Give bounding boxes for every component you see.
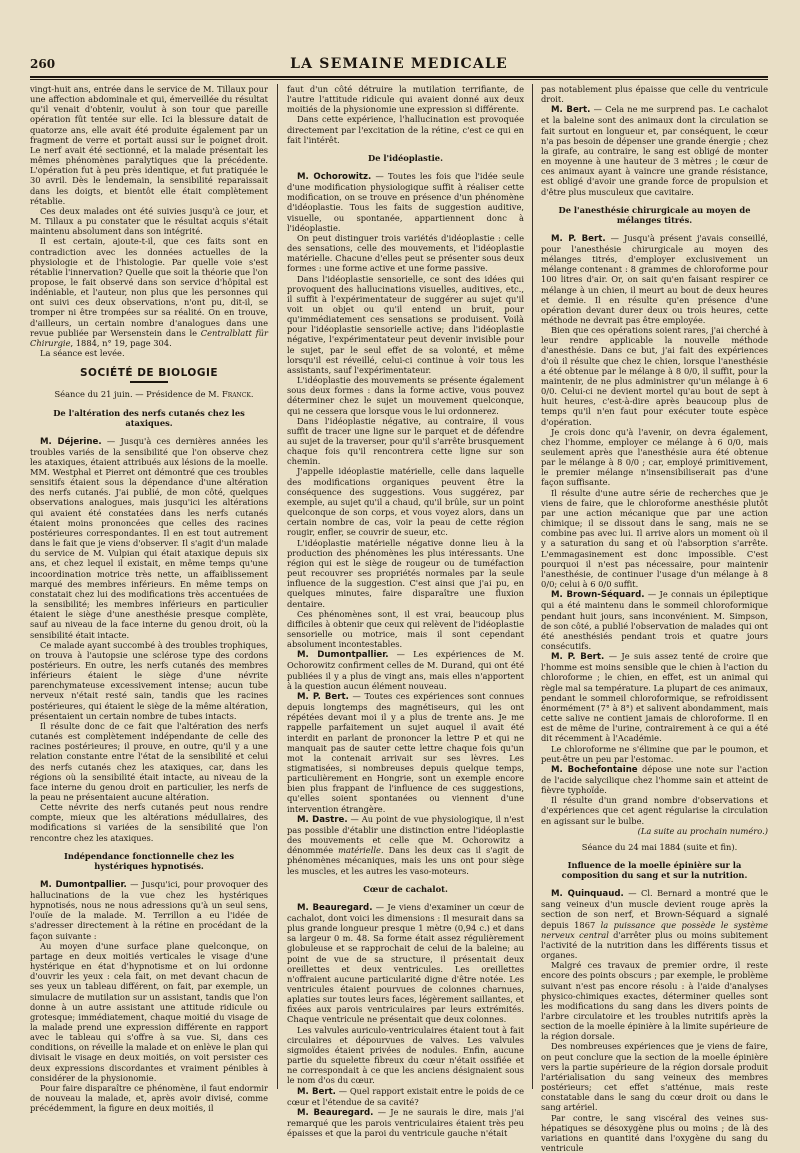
paragraph: M. Beauregard. — Je ne saurais le dire, mais j'ai remarqué que les parois ventriculaires étaient très peu épaisses et que la paroi du ventricule gauche n'était	[287, 1106, 524, 1139]
session-line: Séance du 24 mai 1884 (suite et fin).	[581, 841, 738, 852]
speaker-name: M. Brown-Séquard.	[551, 590, 645, 601]
paragraph: Il est certain, ajoute-t-il, que ces faits sont en contradiction avec les données actuelles de la physiologie et de l'histologie. Par quelle voie s'est rétablie l'innervation? Quelle que soit la théorie que l'on propose, le fait observé dans son service d'hôpital est indéniable, et l'auteur, non plus que les personnes qui ont suivi ces deux observations, n'ont pu, dit-il, se tromper ni être trompées sur sa réalité. On en trouve, d'ailleurs, un certain nombre d'analogues dans une revue publiée par Wersenstein dans le Centralblatt für Chirurgie, 1884, n° 19, page 304.	[30, 236, 268, 348]
paragraph: M. Brown-Séquard. — Je connais un épileptique qui a été maintenu dans le sommeil chloroformique pendant huit jours, sans inconvénient. M. Simpson, de son côté, a publié l'observation de malades qui ont été anesthésiés pendant trois et quatre jours consécutifs.	[541, 589, 768, 651]
speaker-name: M. P. Bert.	[551, 233, 606, 244]
paragraph: Le chloroforme ne s'élimine que par le poumon, et peut-être un peu par l'estomac.	[541, 743, 768, 764]
speaker-name: M. Dumontpallier.	[297, 650, 389, 661]
society-rule	[130, 381, 168, 383]
speaker-name: M. Bochefontaine	[551, 764, 638, 775]
paragraph: Ce malade ayant succombé à des troubles trophiques, on trouva à l'autopsie une sclérose type des cordons postérieurs. En outre, les nerfs cutanés des membres inférieurs étaient le siège d'une névrite parenchymateuse excessivement intense; aucun tube nerveux n'était resté sain, tandis que les racines postérieures, qui étaient le siège de la même altération, présentaient un certain nombre de tubes intacts.	[30, 639, 268, 721]
paragraph: M. P. Bert. — Jusqu'à présent j'avais conseillé, pour l'anesthésie chirurgicale au moyen des mélanges titrés, d'employer exclusivement un mélange contenant : 8 grammes de chloroforme pour 100 litres d'air. Or, on sait qu'en faisant respirer ce mélange à un chien, il meurt au bout de deux heures et demie. Il en résulte qu'en présence d'une opération devant durer deux ou trois heures, cette méthode ne devrait pas être employée.	[541, 232, 768, 325]
continuation-note: (La suite au prochain numéro.)	[637, 825, 768, 836]
section-heading: De l'anesthésie chirurgicale au moyen de mélanges titrés.	[558, 204, 751, 225]
speaker-name: M. Beauregard.	[297, 902, 373, 913]
paragraph: M. Bert. — Cela ne me surprend pas. Le cachalot et la baleine sont des animaux dont la circulation se fait surtout en longueur et, par conséquent, le cœur n'a pas besoin de dépenser une grande énergie ; chez la girafe, au contraire, le sang est obligé de monter en moyenne à une hauteur de 3 mètres ; le cœur de ces animaux ayant à vaincre une grande résistance, est obligé d'avoir une grande force de propulsion et d'être plus musculeux que cavitaire.	[541, 104, 768, 197]
society-title: SOCIÉTÉ DE BIOLOGIE	[79, 367, 219, 380]
paragraph: J'appelle idéoplastie matérielle, celle dans laquelle des modifications organiques peuvent être la conséquence des suggestions. Vous suggérez, par exemple, au sujet qu'il a chaud, qu'il brûle, sur un point quelconque de son corps, et vous voyez alors, dans un certain nombre de cas, voir la peau de cette région rougir, enfler, se couvrir de sueur, etc.	[287, 466, 524, 538]
paragraph: M. Déjerine. — Jusqu'à ces dernières années les troubles variés de la sensibilité que l'on observe chez les ataxiques, étaient attribués aux lésions de la moelle. MM. Westphal et Pierret ont démontré que ces troubles sensitifs étaient sous la dépendance d'une altération des nerfs cutanés. J'ai publié, de mon côté, quelques observations analogues, mais jusqu'ici les altérations qui avaient été constatées dans les nerfs cutanés étaient moins prononcées que celles des racines postérieures correspondantes. Il en est tout autrement dans le fait que je viens d'observer. Il s'agit d'un malade du service de M. Vulpian qui était ataxique depuis six ans, et chez lequel il existait, en même temps qu'une incoordination motrice très nette, un affaiblissement marqué des membres inférieurs. En même temps on constatait chez lui des modifications très accentuées de la sensibilité; les membres inférieurs en particulier étaient le siège d'une anesthésie presque complète, sauf au niveau de la face interne du genou droit, où la sensibilité était intacte.	[30, 435, 268, 640]
section-heading: De l'idéoplastie.	[368, 152, 443, 163]
paragraph: Des nombreuses expériences que je viens de faire, on peut conclure que la section de la moelle épinière vers la partie supérieure de la région dorsale produit l'artérialisation du sang veineux des membres postérieurs; cet effet s'atténue, mais reste constatable dans le sang du cœur droit ou dans le sang artériel.	[541, 1041, 768, 1113]
paragraph: M. Dastre. — Au point de vue physiologique, il n'est pas possible d'établir une distinction entre l'idéoplastie des mouvements et celle que M. Ochorowitz a dénommée matérielle. Dans les deux cas il s'agit de phénomènes mécaniques, mais les uns ont pour siège les muscles, et les autres les vaso-moteurs.	[287, 813, 524, 876]
paragraph: Dans l'idéoplastie sensorielle, ce sont des idées qui provoquent des hallucinations visuelles, auditives, etc., il suffit à l'expérimentateur de suggérer au sujet qu'il voit un objet ou qu'il entend un bruit, pour qu'immédiatement ces sensations se produisent. Voilà pour l'idéoplastie sensorielle active; dans l'idéoplastie négative, l'expérimentateur peut devenir invisible pour le sujet, par le seul effet de sa volonté, et même lorsqu'il est réveillé, celui-ci continue à voir tous les assistants, sauf l'expérimentateur.	[287, 273, 524, 375]
paragraph: Au moyen d'une surface plane quelconque, on partage en deux moitiés verticales le visage d'une hystérique en état d'hypnotisme et on lui ordonne d'ouvrir les yeux : cela fait, on met devant chacun de ses yeux un tableau différent, on fait, par exemple, un simulacre de mutilation sur un assistant, tandis que l'on donne à un autre assistant une attitude ridicule ou grotesque; immédiatement, chaque moitié du visage de la malade prend une expression différente en rapport avec le tableau qui s'offre à sa vue. Si, dans ces conditions, on réveille la malade et on enlève le plan qui divisait le visage en deux moitiés, on voit persister ces deux expressions discordantes et vraiment pénibles à considérer de la physionomie.	[30, 940, 268, 1083]
paragraph: Je crois donc qu'à l'avenir, on devra également, chez l'homme, employer ce mélange à 6 0/0, mais seulement après que l'anesthésie aura été obtenue par le mélange à 8 0/0 ; car, employé primitivement, le premier mélange n'insensibiliserait pas d'une façon suffisante.	[541, 426, 768, 488]
column-divider	[277, 84, 278, 1089]
paragraph: Par contre, le sang viscéral des veines sus-hépatiques se désoxygène plus ou moins ; de là des variations en quantité dans l'oxygène du sang du ventricule	[541, 1112, 768, 1153]
section-heading: Influence de la moelle épinière sur la composition du sang et sur la nutrition.	[561, 860, 748, 881]
header-rule-thin	[30, 79, 768, 80]
section-heading: Cœur de cachalot.	[363, 883, 448, 894]
paragraph: Malgré ces travaux de premier ordre, il reste encore des points obscurs ; par exemple, le problème suivant n'est pas encore résolu : à l'aide d'analyses physico-chimiques exactes, déterminer quelles sont les modifications du sang dans les divers points de l'arbre circulatoire et les troubles nutritifs après la section de la moelle épinière à la limite supérieure de la région dorsale.	[541, 960, 768, 1042]
column-divider	[532, 84, 533, 1089]
page-number: 260	[30, 57, 56, 71]
paragraph: Les valvules auriculo-ventriculaires étaient tout à fait circulaires et dépourvues de valves. Les valvules sigmoïdes étaient privées de nodules. Enfin, aucune partie du squelette fibreux du cœur n'était ossifiée et ne correspondait à ce que les anciens désignaient sous le nom d'os du cœur.	[287, 1024, 524, 1086]
paragraph: Cette névrite des nerfs cutanés peut nous rendre compte, mieux que les altérations médullaires, des modifications si variées de la sensibilité que l'on rencontre chez les ataxiques.	[30, 802, 268, 843]
paragraph: Il résulte d'une autre série de recherches que je viens de faire, que le chloroforme anesthésie plutôt par une action mécanique que par une action chimique; il se dissout dans le sang, mais ne se combine pas avec lui. Il arrive alors un moment où il y a saturation du sang et où l'absorption s'arrête. L'emmagasinement est donc impossible. C'est pourquoi il n'est pas nécessaire, pour maintenir l'anesthésie, de continuer l'usage d'un mélange à 8 0/0; celui à 6 0/0 suffit.	[541, 487, 768, 590]
paragraph: M. P. Bert. — Je suis assez tenté de croire que l'homme est moins sensible que le chien à l'action du chloroforme ; le chien, en effet, est un animal qui règle mal sa température. La plupart de ces animaux, pendant le sommeil chloroformique, se refroidissent énormément (7° à 8°) et salivent abondamment, mais cette salive ne contient jamais de chloroforme. Il en est de même de l'urine, contrairement à ce qui a été dit récemment à l'Académie.	[541, 651, 768, 744]
section-heading: De l'altération des nerfs cutanés chez les ataxiques.	[53, 407, 245, 428]
paragraph: Ces phénomènes sont, il est vrai, beaucoup plus difficiles à obtenir que ceux qui relèvent de l'idéoplastie sensorielle ou motrice, mais il sont cependant absolument incontestables.	[287, 608, 524, 650]
paragraph: M. P. Bert. — Toutes ces expériences sont connues depuis longtemps des magnétiseurs, qui les ont répétées devant moi il y a plus de trente ans. Je me rappelle parfaitement un sujet auquel il avait été interdit en parlant de prononcer la lettre P et qui ne manquait pas de sauter cette lettre chaque fois qu'un mot la contenait arrivait sur ses lèvres. Les stigmatisées, si nombreuses depuis quelque temps, particulièrement en Hongrie, sont un exemple encore bien plus frappant de l'influence de ces suggestions, qu'elles soient spontanées ou viennent d'une intervention étrangère.	[287, 690, 525, 814]
paragraph: M. Ochorowitz. — Toutes les fois que l'idée seule d'une modification physiologique suffit à réaliser cette modification, on se trouve en présence d'un phénomène d'idéoplastie. Tous les faits de suggestion auditive, visuelle, ou spontanée, appartiennent donc à l'idéoplastie.	[287, 170, 524, 233]
paragraph: La séance est levée.	[40, 348, 125, 359]
speaker-name: M. Bert.	[551, 105, 591, 116]
column-1	[30, 84, 268, 1114]
session-line: Séance du 21 juin. — Présidence de M. Franck.	[54, 389, 254, 400]
journal-title: LA SEMAINE MEDICALE	[290, 56, 508, 72]
journal-citation: Centralblatt für Chirurgie	[30, 327, 268, 348]
paragraph: M. Bert. — Quel rapport existait entre le poids de ce cœur et l'étendue de sa cavité?	[287, 1085, 524, 1107]
paragraph: Pour faire disparaître ce phénomène, il faut endormir de nouveau la malade, et, après avoir divisé, comme précédemment, la figure en deux moitiés, il	[30, 1082, 268, 1114]
paragraph: Dans l'idéoplastie négative, au contraire, il vous suffit de tracer une ligne sur le parquet et de défendre au sujet de la traverser, pour qu'il s'arrête brusquement chaque fois qu'il rencontrera cette ligne sur son chemin.	[287, 415, 524, 467]
column-2	[287, 84, 525, 1139]
speaker-name: M. Ochorowitz.	[297, 171, 372, 182]
paragraph: vingt-huit ans, entrée dans le service de M. Tillaux pour une affection abdominale et qui, émerveillée du résultat qu'il venait d'obtenir, voulut à son tour que pareille opération fût tentée sur elle. Ici la blessure datait de quatorze ans, elle avait été produite également par un fragment de verre et portait aussi sur le poignet droit. Le nerf avait été sectionné, et la malade présentait les mêmes phénomènes paralytiques que la précédente. L'opération fut à peu près identique, et fut pratiquée le 30 avril. Dès le lendemain, la sensibilité reparaissait dans les doigts, et bientôt elle était complètement rétablie.	[30, 84, 268, 206]
section-heading: Indépendance fonctionnelle chez les hystériques hypnotisés.	[63, 850, 235, 871]
column-3	[541, 84, 768, 1153]
page-header	[30, 56, 768, 74]
paragraph: Ces deux malades ont été suivies jusqu'à ce jour, et M. Tillaux a pu constater que le résultat acquis s'était maintenu absolument dans son intégrité.	[30, 205, 268, 237]
paragraph: Bien que ces opérations soient rares, j'ai cherché à leur rendre applicable la nouvelle méthode d'anesthésie. Dans ce but, j'ai fait des expériences d'où il résulte que chez le chien, lorsque l'anesthésie a été obtenue par le mélange à 8 0/0, il suffit, pour la maintenir, de ne plus administrer qu'un mélange à 6 0/0. Celui-ci ne devient mortel qu'au bout de sept à huit heures, c'est-à-dire après beaucoup plus de temps qu'il n'en faut pour exécuter toute espèce d'opération.	[541, 325, 768, 427]
speaker-name: M. P. Bert.	[297, 691, 349, 702]
paragraph: M. Dumontpallier. — Les expériences de M. Ochorowitz confirment celles de M. Durand, qui ont été publiées il y a plus de vingt ans, mais elles n'apportent à la question aucun élément nouveau.	[287, 649, 524, 691]
paragraph: M. Bochefontaine dépose une note sur l'action de l'acide salycilique chez l'homme sain et atteint de fièvre typhoïde.	[541, 763, 768, 796]
paragraph: pas notablement plus épaisse que celle du ventricule droit.	[541, 84, 768, 105]
speaker-name: M. P. Bert.	[551, 652, 605, 663]
paragraph: M. Quinquaud. — Cl. Bernard a montré que le sang veineux d'un muscle devient rouge après la section de son nerf, et Brown-Séquard a signalé depuis 1867 la puissance que possède le système nerveux central d'arrêter plus ou moins subitement l'activité de la nutrition dans les différents tissus et organes.	[541, 888, 768, 961]
speaker-name: M. Quinquaud.	[551, 889, 624, 900]
speaker-name: M. Beauregard.	[297, 1107, 374, 1118]
paragraph: Il résulte donc de ce fait que l'altération des nerfs cutanés est complètement indépendante de celle des racines postérieures; il prouve, en outre, qu'il y a une relation constante entre l'état de la sensibilité et celui des nerfs cutanés chez les ataxiques, car, dans les régions où la sensibilité était intacte, au niveau de la face interne du genou droit en particulier, les nerfs de la peau ne présentaient aucune altération.	[30, 720, 268, 802]
speaker-name: M. Dastre.	[297, 814, 348, 825]
paragraph: M. Dumontpallier. — Jusqu'ici, pour provoquer des hallucinations de la vue chez les hystériques hypnotisés, nous ne nous adressions qu'à un seul sens, l'ouïe de la malade. M. Terrillon a eu l'idée de s'adresser directement à la rétine en procédant de la façon suivante :	[30, 878, 268, 941]
paragraph: Il résulte d'un grand nombre d'observations et d'expériences que cet agent régularise la circulation en agissant sur le bulbe.	[541, 795, 768, 826]
header-rule	[30, 76, 768, 78]
paragraph: L'idéoplastie des mouvements se présente également sous deux formes : dans la forme active, vous pouvez déterminer chez le sujet un mouvement quelconque, qui ne cessera que lorsque vous le lui ordonnerez.	[287, 375, 524, 416]
speaker-name: M. Bert.	[297, 1086, 336, 1097]
speaker-name: M. Déjerine.	[40, 436, 102, 447]
paragraph: M. Beauregard. — Je viens d'examiner un cœur de cachalot, dont voici les dimensions : Il mesurait dans sa plus grande longueur presque 1 mètre (0,94 c.) et dans sa largeur 0 m. 48. Sa forme était assez régulièrement globuleuse et se rapprochait de celui de la baleine; au point de vue de sa structure, il présentait deux oreillettes et deux ventricules. Les oreillettes n'offraient aucune particularité digne d'être notée. Les ventricules étaient pourvues de colonnes charnues, aplaties sur toutes leurs faces, légèrement saillantes, et fixées aux parois ventriculaires par leurs extrémités. Chaque ventricule ne présentait que deux colonnes.	[287, 901, 524, 1025]
paragraph: L'idéoplastie matérielle négative donne lieu à la production des phénomènes les plus intéressants. Une région qui est le siège de rougeur ou de tuméfaction peut recouvrer ses propriétés normales par la seule influence de la suggestion. C'est ainsi que j'ai pu, en quelques minutes, faire disparaître une fluxion dentaire.	[287, 537, 524, 609]
paragraph: faut d'un côté détruire la mutilation terrifiante, de l'autre l'attitude ridicule qui avaient donné aux deux moitiés de la physionomie une expression si différente.	[287, 84, 524, 115]
speaker-name: M. Dumontpallier.	[40, 879, 127, 890]
paragraph: On peut distinguer trois variétés d'idéoplastie : celle des sensations, celle des mouvements, et l'idéoplastie matérielle. Chacune d'elles peut se présenter sous deux formes : une forme active et une forme passive.	[287, 232, 524, 274]
paragraph: Dans cette expérience, l'hallucination est provoquée directement par l'excitation de la rétine, c'est ce qui en fait l'intérêt.	[287, 114, 524, 145]
